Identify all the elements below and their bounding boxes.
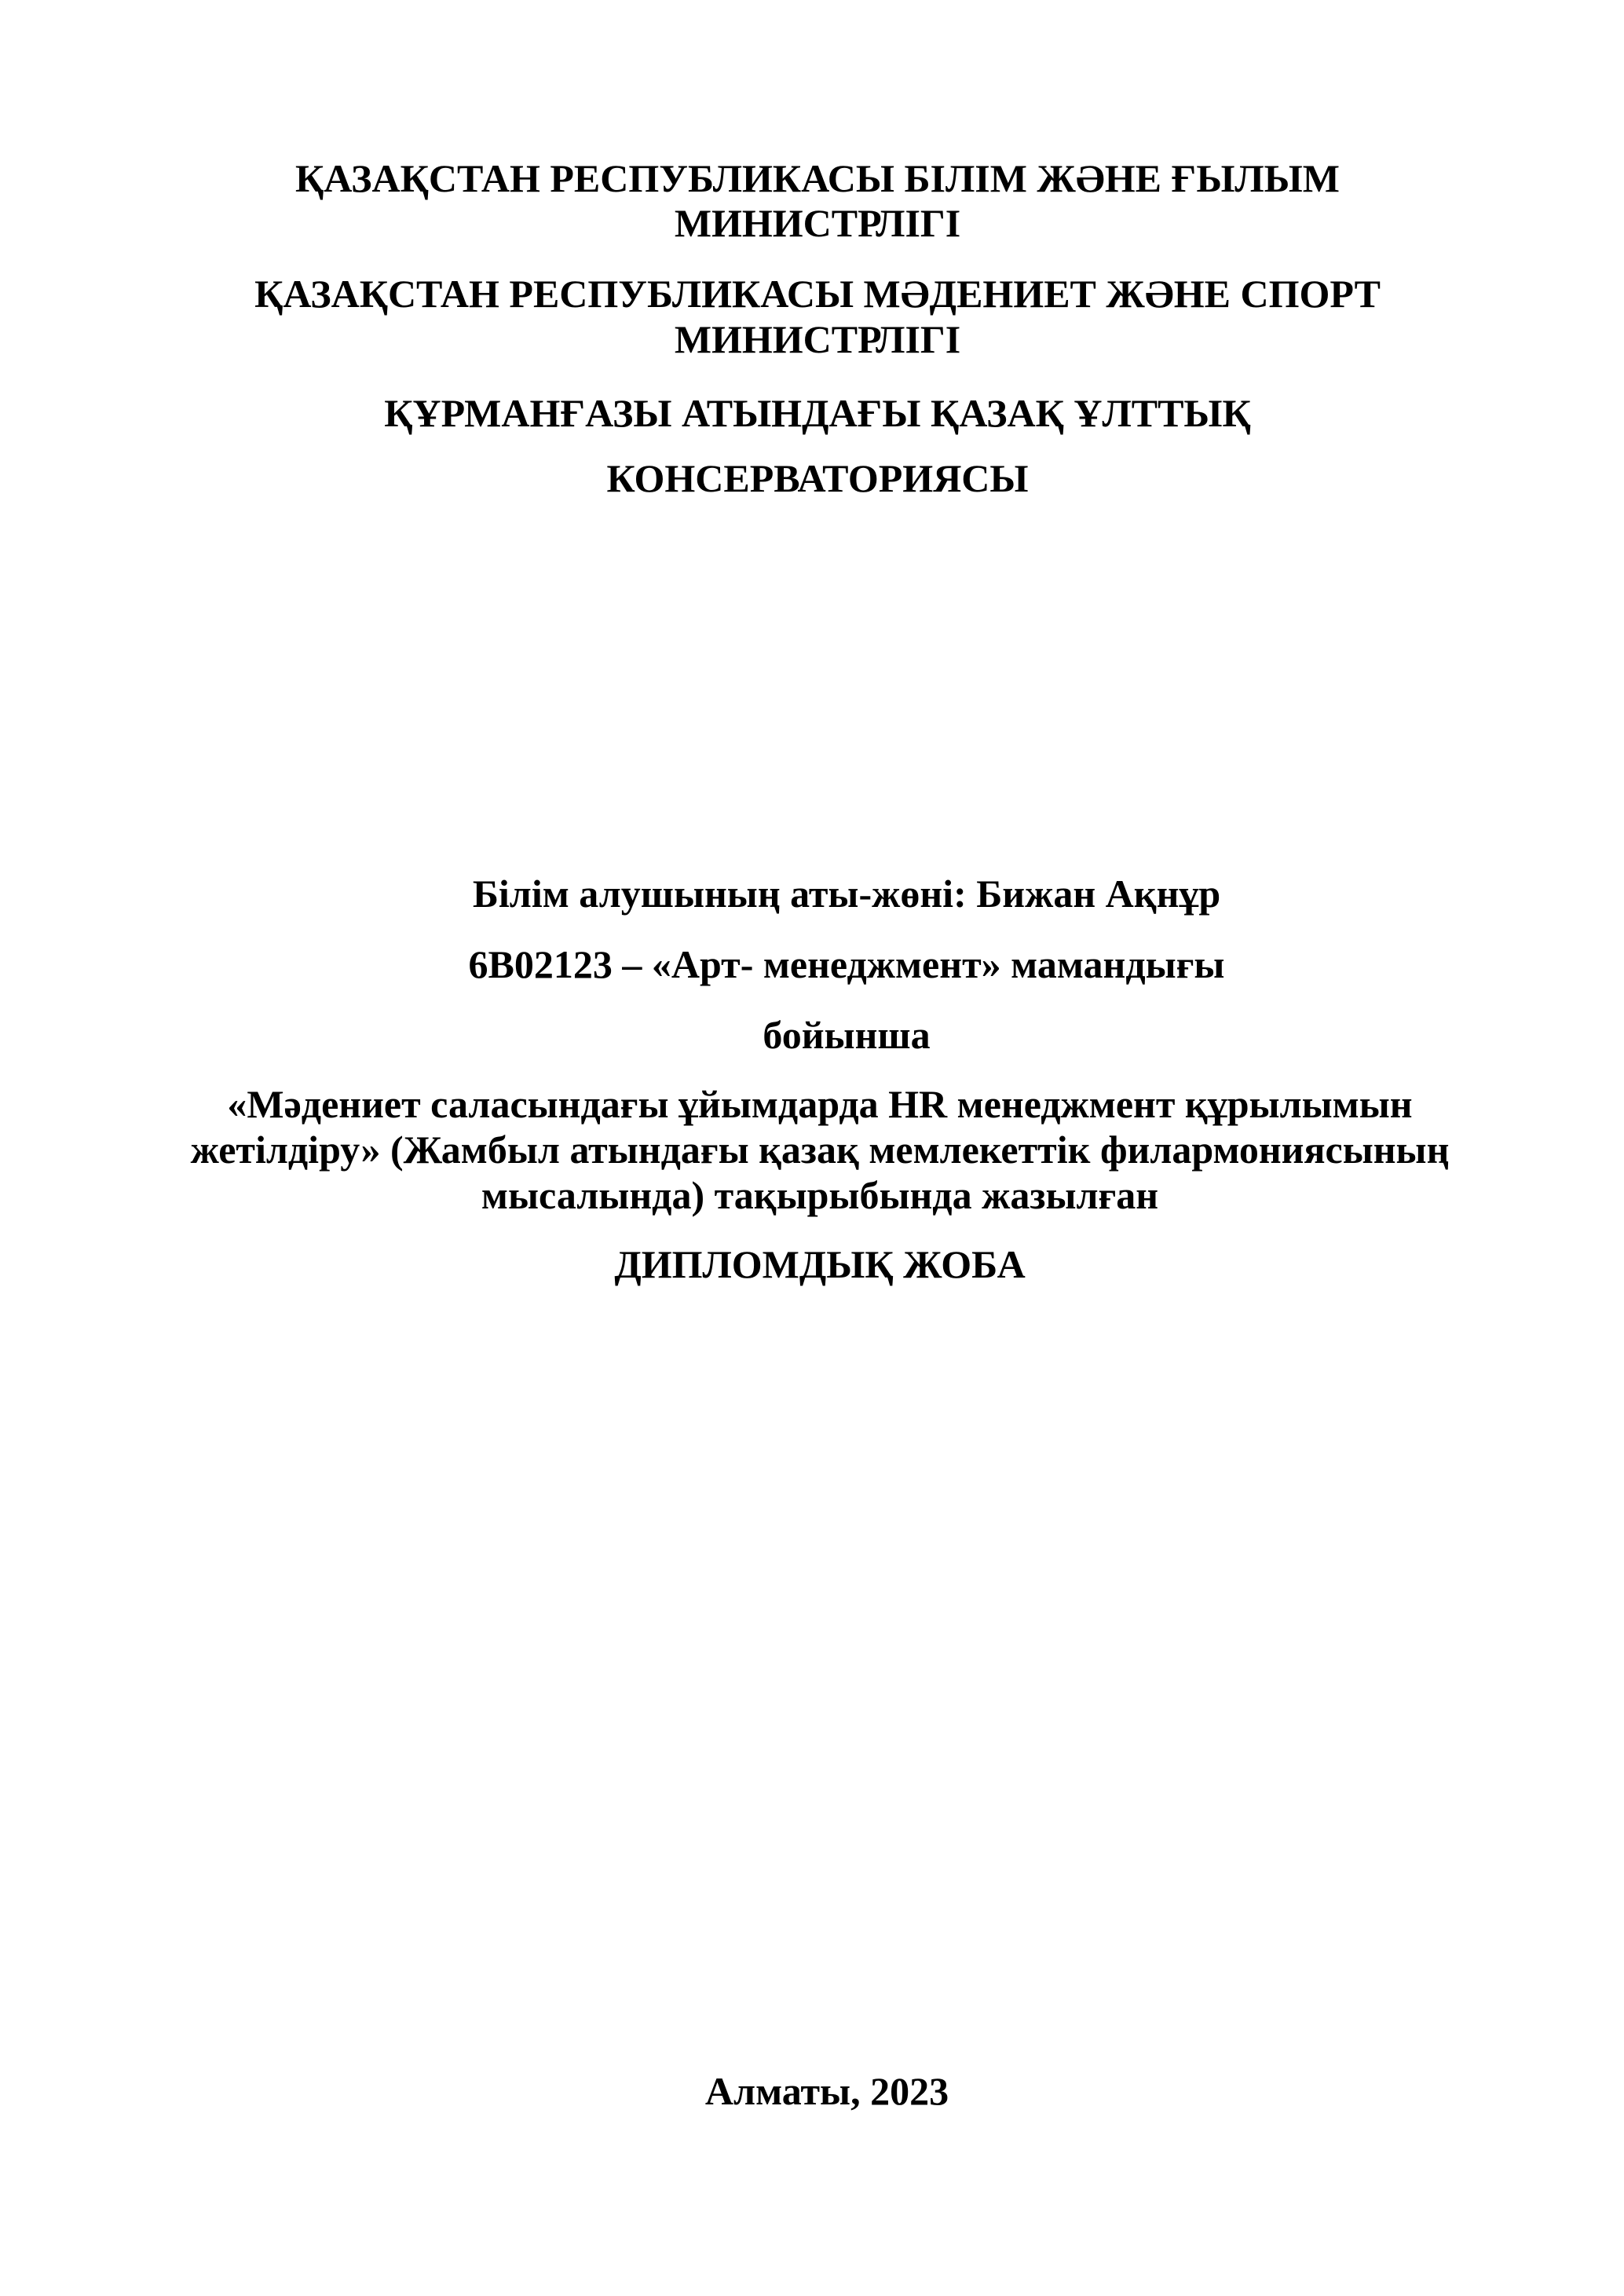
thesis-title-line-2: жетілдіру» (Жамбыл атындағы қазақ мемлекеттік филармониясының: [190, 1128, 1450, 1172]
by-line: бойынша: [763, 1013, 931, 1057]
document-type: ДИПЛОМДЫҚ ЖОБА: [614, 1242, 1026, 1286]
thesis-title-line-3: мысалында) тақырыбында жазылған: [481, 1173, 1159, 1217]
institution-line-1: ҚҰРМАНҒАЗЫ АТЫНДАҒЫ ҚАЗАҚ ҰЛТТЫҚ: [384, 391, 1251, 435]
city-year: Алматы, 2023: [704, 2069, 949, 2113]
student-name-line: Білім алушының аты-жөні: Бижан Ақнұр: [472, 872, 1221, 916]
thesis-title-line-1: «Мәдениет саласындағы ұйымдарда HR менеджмент құрылымын: [227, 1082, 1413, 1126]
specialty-line: 6В02123 – «Арт- менеджмент» мамандығы: [468, 942, 1225, 986]
institution-line-2: КОНСЕРВАТОРИЯСЫ: [606, 456, 1029, 500]
ministry-education-line-2: МИНИСТРЛІГІ: [674, 201, 961, 245]
ministry-education-line-1: ҚАЗАҚСТАН РЕСПУБЛИКАСЫ БІЛІМ ЖӘНЕ ҒЫЛЫМ: [295, 156, 1340, 200]
ministry-culture-line-2: МИНИСТРЛІГІ: [674, 317, 961, 361]
ministry-culture-line-1: ҚАЗАҚСТАН РЕСПУБЛИКАСЫ МӘДЕНИЕТ ЖӘНЕ СПОРТ: [254, 272, 1381, 316]
